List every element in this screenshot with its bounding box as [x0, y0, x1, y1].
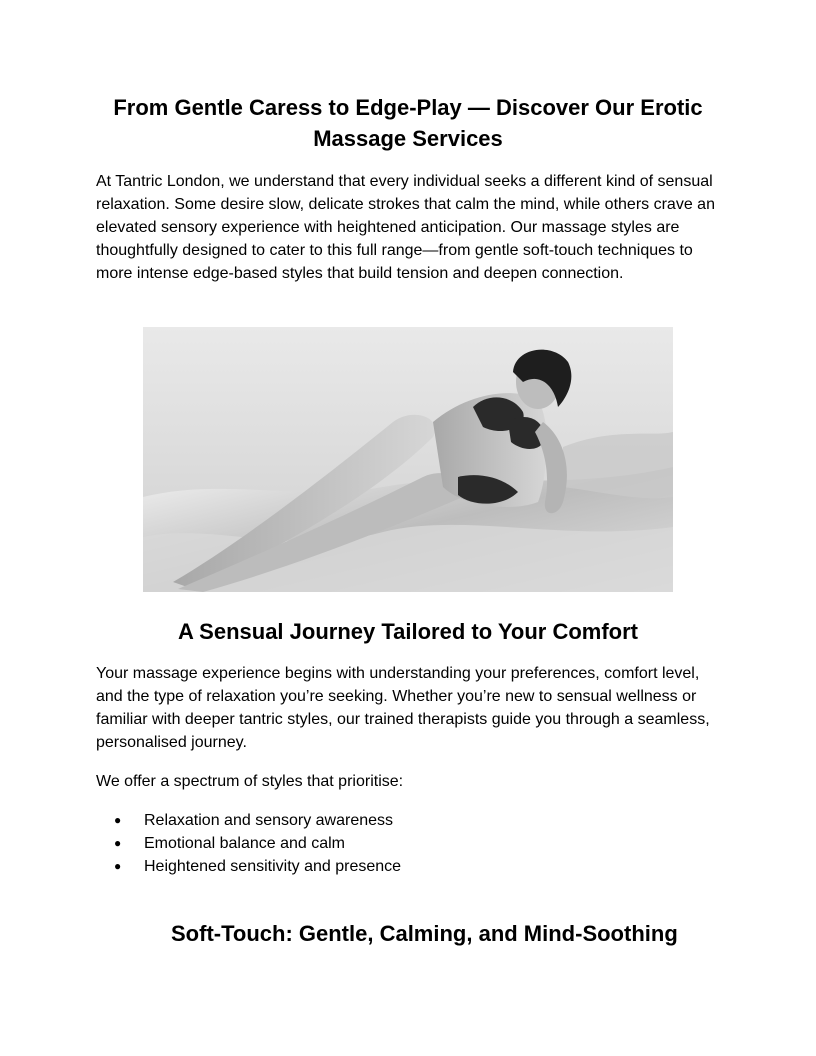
page-title: From Gentle Caress to Edge-Play — Discover Our Erotic Massage Services — [113, 95, 703, 151]
list-item: ● Relaxation and sensory awareness — [96, 809, 401, 832]
list-item: ● Heightened sensitivity and presence — [96, 855, 401, 878]
styles-list — [96, 809, 401, 878]
bullet-icon: ● — [114, 859, 122, 873]
section-heading-journey: A Sensual Journey Tailored to Your Comfort — [177, 619, 639, 644]
intro-paragraph: At Tantric London, we understand that every individual seeks a different kind of sensual relaxation. Some desire slow, delicate strokes that calm the mind, while others crave an elevated sensory experience with heightened anticipation. Our massage styles are thoughtfully designed to cater to this full range—from gentle soft-touch techniques to more intense edge-based styles that build tension and deepen connection. — [96, 173, 715, 282]
section-heading-soft-touch: Soft-Touch: Gentle, Calming, and Mind-Soothing — [171, 921, 678, 946]
bullet-icon: ● — [114, 813, 122, 827]
list-intro: We offer a spectrum of styles that prioritise: — [96, 773, 404, 790]
list-item: ● Emotional balance and calm — [96, 832, 401, 855]
bullet-icon: ● — [114, 836, 122, 850]
hero-image — [143, 327, 673, 592]
journey-paragraph: Your massage experience begins with understanding your preferences, comfort level, and the type of relaxation you’re seeking. Whether you’re new to sensual wellness or familiar with deeper tantric styles, our trained therapists guide you through a seamless, personalised journey. — [96, 665, 710, 751]
